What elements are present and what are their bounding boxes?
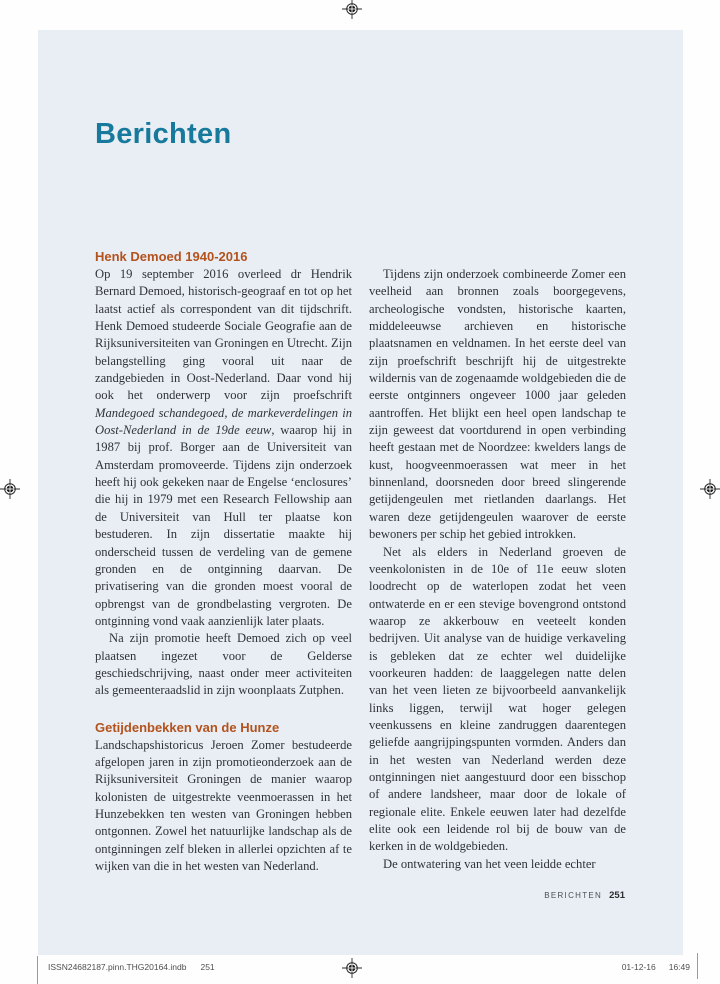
crop-mark-right [697, 953, 698, 979]
section-heading: Henk Demoed 1940-2016 [95, 249, 248, 264]
print-info-left [48, 962, 215, 972]
italic-text: Mandegoed schandegoed, de markeverdelingen in Oost-Nederland in de 19de eeuw [95, 405, 352, 438]
page-title: Berichten [95, 118, 232, 150]
column-right [369, 248, 626, 875]
footer-section-label: BERICHTEN [544, 891, 603, 900]
body-paragraph [95, 737, 352, 876]
print-time: 16:49 [668, 962, 690, 972]
journal-page [38, 30, 683, 955]
body-paragraph [95, 266, 352, 630]
text-segment: , waarop hij in 1987 bij prof. Borger aan de Universiteit van Amsterdam promoveerde. Tijdens zijn onderzoek heeft hij ook gekeken naar de Engelse ‘enclosures’ die hij in 1979 met een Research Fellowship aan de Universiteit van Hull ter plaatse kon bestuderen. In zijn dissertatie maakte hij onderscheid tussen de verdeling van de gemene gronden en de ontginning daarvan. De privatisering van die gronden moest vooral de opbrengst van de grondbelasting vergroten. De ontginning vond vaak aanzienlijk later plaats. [95, 423, 352, 628]
print-date: 01-12-16 [621, 962, 656, 972]
section-heading: Getijdenbekken van de Hunze [95, 719, 280, 735]
print-file-label: ISSN24682187.pinn.THG20164.indb [48, 962, 187, 972]
registration-mark-icon [0, 479, 20, 499]
text-segment: Tijdens zijn onderzoek combineerde Zomer een veelheid aan bronnen zoals boorgegevens, archeologische vondsten, historische kaarten, middeleeuwse archieven en historische plaatsnamen en veldnamen. In het eerste deel van zijn proefschrift beschrijft hij de uitgestrekte wildernis van de zogenaamde woldgebieden die de eerste ontginners ongeveer 1000 jaar geleden aantroffen. Het blijkt een heel open landschap te zijn geweest dat voortdurend in open verbinding heeft gestaan met de Noordzee: kwelders langs de kust, hoogveenmoerassen wat meer in het binnenland, doorsneden door breed slingerende getijdengeulen met rietlanden daarlangs. Het waren deze getijdengeulen waarover de eerste bewoners per schip het gebied introkken. [369, 267, 626, 542]
column-left [95, 248, 352, 875]
body-paragraph [369, 856, 626, 873]
print-info-right [622, 962, 690, 972]
body-paragraph [95, 630, 352, 699]
text-segment: Landschapshistoricus Jeroen Zomer bestudeerde afgelopen jaren in zijn promotieonderzoek aan de Rijksuniversiteit Groningen de manier waarop kolonisten de uitgestrekte veenmoerassen in het Hunzebekken ten westen van Groningen hebben ontgonnen. Zowel het natuurlijke landschap als de ontginningen zelf bleken in allerlei opzichten af te wijken van die in het westen van Nederland. [95, 737, 352, 873]
print-info-line [48, 962, 690, 972]
print-page-number: 251 [200, 962, 215, 972]
body-paragraph [369, 544, 626, 856]
crop-mark-left [37, 956, 38, 984]
page-footer [544, 885, 625, 903]
text-segment: Op 19 september 2016 overleed dr Hendrik Bernard Demoed, historisch-geograaf en tot op het laatst actief als correspondent van dit tijdschrift. Henk Demoed studeerde Sociale Geografie aan de Rijksuniversiteiten van Groningen en Utrecht. Zijn belangstelling ging vooral uit naar de zandgebieden in Oost-Nederland. Daar vond hij ook het onderwerp voor zijn proefschrift [95, 267, 352, 403]
registration-mark-icon [342, 0, 362, 19]
registration-mark-icon [700, 479, 720, 499]
text-columns [95, 248, 626, 875]
footer-page-number: 251 [609, 890, 625, 901]
text-segment: De ontwatering van het veen leidde echter [383, 856, 596, 871]
text-segment: Na zijn promotie heeft Demoed zich op veel plaatsen ingezet voor de Gelderse geschiedschrijving, naast onder meer activiteiten als gemeenteraadslid in zijn woonplaats Zutphen. [95, 631, 352, 698]
text-segment: Net als elders in Nederland groeven de veenkolonisten in de 10e of 11e eeuw sloten loodrecht op de waterlopen zodat het veen ontwaterde en er een stevige bovengrond ontstond waarop ze akkerbouw en veeteelt konden bedrijven. Uit analyse van de huidige verkaveling is gebleken dat ze echter wel duidelijke voorkeuren hadden: de laaggelegen natte delen van het veen lieten ze bijvoorbeeld aanvankelijk links liggen, terwijl wat hoger gelegen veenkussens en kleine zandruggen daarentegen geliefde aangrijpingspunten vormden. Anders dan in het westen van Nederland werden deze ontginningen niet aangestuurd door een bisschop of andere landsheer, maar door de lokale of regionale elite. Enkele eeuwen later had dezelfde elite ook een leidende rol bij de bouw van de kerken in de woldgebieden. [369, 544, 626, 854]
body-paragraph [369, 266, 626, 544]
